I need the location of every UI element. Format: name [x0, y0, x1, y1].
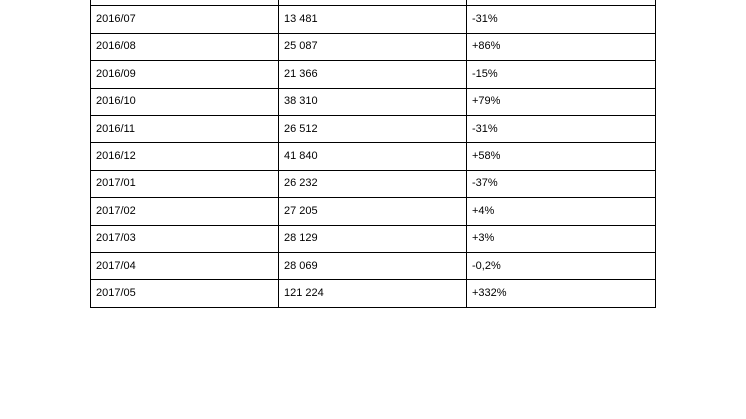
value-cell: 28 129	[279, 225, 467, 252]
value-cell: 25 087	[279, 33, 467, 60]
month-cell: 2017/04	[91, 252, 279, 279]
month-cell: 2016/09	[91, 61, 279, 88]
month-cell: 2017/05	[91, 280, 279, 307]
value-cell: 26 512	[279, 115, 467, 142]
value-cell: 21 366	[279, 61, 467, 88]
change-cell: -31%	[467, 6, 656, 33]
month-cell: 2017/03	[91, 225, 279, 252]
change-cell: +58%	[467, 143, 656, 170]
change-cell: -0,2%	[467, 252, 656, 279]
change-cell: +79%	[467, 88, 656, 115]
change-cell: +332%	[467, 280, 656, 307]
month-cell: 2016/10	[91, 88, 279, 115]
table-row	[91, 143, 656, 170]
change-cell: +4%	[467, 198, 656, 225]
value-cell: 13 481	[279, 6, 467, 33]
table-row	[91, 198, 656, 225]
table-row	[91, 33, 656, 60]
month-cell: 2017/02	[91, 198, 279, 225]
change-cell: +86%	[467, 33, 656, 60]
value-cell: 26 232	[279, 170, 467, 197]
monthly-data-table	[90, 0, 656, 308]
value-cell: 38 310	[279, 88, 467, 115]
table-row	[91, 88, 656, 115]
change-cell: +3%	[467, 225, 656, 252]
value-cell: 41 840	[279, 143, 467, 170]
change-cell: -37%	[467, 170, 656, 197]
change-cell: -31%	[467, 115, 656, 142]
table-row	[91, 170, 656, 197]
month-cell: 2016/11	[91, 115, 279, 142]
month-cell: 2017/01	[91, 170, 279, 197]
table-row	[91, 225, 656, 252]
change-cell: -15%	[467, 61, 656, 88]
table-row	[91, 6, 656, 33]
month-cell: 2016/08	[91, 33, 279, 60]
value-cell: 121 224	[279, 280, 467, 307]
month-cell: 2016/12	[91, 143, 279, 170]
value-cell: 28 069	[279, 252, 467, 279]
table-row	[91, 115, 656, 142]
value-cell: 27 205	[279, 198, 467, 225]
month-cell: 2016/07	[91, 6, 279, 33]
table-row	[91, 61, 656, 88]
table-row	[91, 252, 656, 279]
table-row	[91, 280, 656, 307]
